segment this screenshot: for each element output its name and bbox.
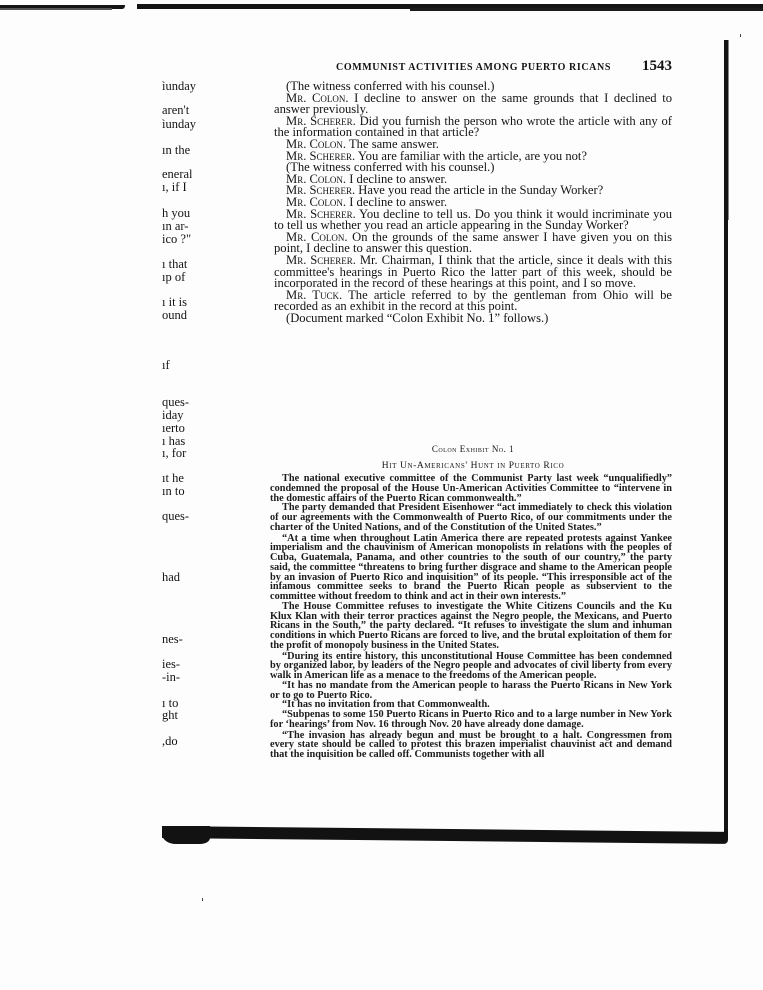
- speaker-name: Mr. Colon.: [286, 171, 347, 186]
- testimony-line: [274, 252, 673, 291]
- testimony-line: [274, 206, 672, 233]
- facing-page-fragment: ques-: [162, 395, 190, 409]
- speaker-name: Mr. Scherer.: [286, 183, 356, 198]
- scan-edge-bottom: [162, 826, 728, 844]
- testimony-text: I decline to answer on the same grounds that I declined to answer previously.: [274, 90, 673, 117]
- speaker-name: Mr. Colon.: [286, 90, 349, 105]
- testimony-text: You are familiar with the article, are you not?: [355, 148, 588, 163]
- facing-page-fragment: nes-: [162, 632, 183, 646]
- testimony-transcript: [274, 81, 672, 324]
- testimony-line: [274, 229, 672, 256]
- scan-edge-top-left-shadow: [0, 8, 112, 10]
- facing-page-fragment: ı to: [162, 696, 179, 710]
- facing-page-fragment: ıf: [162, 358, 170, 372]
- page-number: 1543: [642, 58, 672, 74]
- facing-page-fragment: aren't: [162, 103, 190, 117]
- facing-page-fragment: ,do: [162, 734, 178, 748]
- testimony-text: (The witness conferred with his counsel.): [286, 160, 495, 175]
- testimony-text: Mr. Chairman, I think that the article, since it deals with this committee's hearings in Puerto Rico the latter part of this week, should be incorporated in the record of these hearings at this point, and I so move.: [274, 252, 673, 291]
- facing-page-fragment: ın ar-: [162, 219, 189, 233]
- facing-page-fragment: had: [162, 570, 181, 584]
- facing-page-fragment: ound: [162, 308, 187, 322]
- speaker-name: Mr. Colon.: [286, 194, 347, 209]
- facing-page-fragment: ı, if I: [162, 180, 187, 194]
- testimony-line: [274, 113, 672, 140]
- testimony-text: (The witness conferred with his counsel.): [286, 79, 495, 93]
- speaker-name: Mr. Scherer.: [286, 148, 356, 163]
- facing-page-fragment: ques-: [162, 509, 190, 523]
- exhibit-title: Hit Un-Americans' Hunt in Puerto Rico: [381, 461, 565, 471]
- speaker-name: Mr. Scherer.: [286, 206, 356, 221]
- testimony-line: [274, 90, 673, 117]
- facing-page-fragment: ies-: [162, 657, 181, 671]
- facing-page-fragment: eneral: [162, 167, 193, 181]
- scan-edge-right-thin: [728, 40, 729, 220]
- testimony-text: The article referred to by the gentleman from Ohio will be recorded as an exhibit in the record at this point.: [274, 287, 672, 314]
- testimony-text: (Document marked “Colon Exhibit No. 1” follows.): [286, 310, 549, 325]
- testimony-text: On the grounds of the same answer I have given you on this point, I decline to answer this question.: [274, 229, 672, 256]
- facing-page-fragment: ın the: [162, 143, 191, 157]
- exhibit-paragraph: “During its entire history, this unconstitutional House Committee has been condemned by organized labor, by leaders of the Negro people and advocates of civil liberty from every walk in American life as a menace to the freedoms of the American people.: [270, 650, 672, 681]
- facing-page-fragment: ght: [162, 708, 178, 722]
- facing-page-fragment: ìunday: [162, 79, 197, 93]
- scan-speck: [202, 898, 203, 901]
- exhibit-paragraph: The House Committee refuses to investigate the White Citizens Councils and the Ku Klux Klan with their terror practices against the Negro people, the Mexicans, and Puerto Ricans in the South,” the party declared. “It refuses to investigate the slum and inhuman conditions in which Puerto Ricans are forced to live, and the brutal exploitation of them for the profit of monopoly business in the United States.: [270, 600, 672, 651]
- testimony-line: [274, 310, 672, 325]
- exhibit-article: [270, 474, 672, 760]
- facing-page-fragment: ı, for: [162, 446, 187, 460]
- testimony-text: I decline to answer.: [346, 171, 448, 186]
- facing-page-fragment: h you: [162, 206, 191, 220]
- facing-page-fragment: ico ?": [162, 232, 192, 246]
- testimony-text: You decline to tell us. Do you think it would incriminate you to tell us whether you read an article appearing in the Sunday Worker?: [274, 206, 672, 233]
- testimony-text: Did you furnish the person who wrote the article with any of the information contained in that article?: [274, 113, 672, 140]
- scan-edge-top-shadow: [410, 8, 763, 11]
- testimony-line: [274, 287, 672, 314]
- exhibit-paragraph: “It has no mandate from the American people to harass the Puerto Ricans in New York or to go to Puerto Rico.: [270, 679, 672, 701]
- facing-page-fragment: ı has: [162, 434, 186, 448]
- testimony-text: Have you read the article in the Sunday Worker?: [355, 183, 604, 198]
- facing-page-fragment: ı that: [162, 257, 188, 271]
- testimony-text: I decline to answer.: [346, 194, 448, 209]
- exhibit-paragraph: “At a time when throughout Latin America there are repeated protests against Yankee imperialism and the chauvinism of American monopolists in relations with the peoples of Cuba, Guatemala, Panama, and other countries to the south of our country,” the party said, the committee “threatens to bring further disgrace and shame to the American people by an invasion of Puerto Rico and inquisition” of its people. “This irresponsible act of the infamous committee seeks to brand the Puerto Rican people as subservient to the committee without freedom to think and act in their own interests.”: [270, 532, 672, 602]
- speaker-name: Mr. Scherer.: [286, 252, 356, 267]
- facing-page-fragment: ın to: [162, 484, 185, 498]
- exhibit-paragraph: “The invasion has already begun and must be brought to a halt. Congressmen from every state should be called to protest this brazen imperialist chauvinist act and demand that the inquisition be called off. Communists together with all: [270, 729, 672, 760]
- speaker-name: Mr. Colon.: [286, 229, 348, 244]
- facing-page-fragment: ı it is: [162, 295, 188, 309]
- scan-edge-bottom-curl: [162, 826, 210, 844]
- exhibit-paragraph: The party demanded that President Eisenhower “act immediately to check this violation of our agreements with the Commonwealth of Puerto Rico, of our commitments under the charter of the United Nations, and of the Constitution of the United States.”: [270, 502, 672, 533]
- facing-page-fragment: ıp of: [162, 270, 186, 284]
- facing-page-fragment: ıerto: [162, 421, 185, 435]
- facing-page-fragment: ìunday: [162, 117, 197, 131]
- facing-page-fragment: ıt he: [162, 471, 184, 485]
- running-head: [336, 58, 672, 75]
- exhibit-paragraph: “It has no invitation from that Commonwealth.: [282, 699, 490, 711]
- exhibit-label: Colon Exhibit No. 1: [431, 444, 515, 454]
- running-title: COMMUNIST ACTIVITIES AMONG PUERTO RICANS: [336, 62, 611, 73]
- speaker-name: Mr. Scherer.: [286, 113, 356, 128]
- facing-page-fragment: -in-: [162, 670, 181, 684]
- testimony-text: The same answer.: [346, 136, 439, 151]
- speaker-name: Mr. Tuck.: [286, 287, 343, 302]
- speaker-name: Mr. Colon.: [286, 136, 347, 151]
- scan-speck: [740, 34, 741, 37]
- exhibit-paragraph: “Subpenas to some 150 Puerto Ricans in Puerto Rico and to a large number in New York for ‘hearings’ from Nov. 16 through Nov. 20 have already done damage.: [270, 709, 672, 730]
- exhibit-paragraph: The national executive committee of the Communist Party last week “unqualifiedly” condemned the proposal of the House Un-American Activities Committee to “intervene in the domestic affairs of the Puerto Rican commonwealth.”: [270, 473, 672, 504]
- facing-page-fragment: iday: [162, 408, 184, 422]
